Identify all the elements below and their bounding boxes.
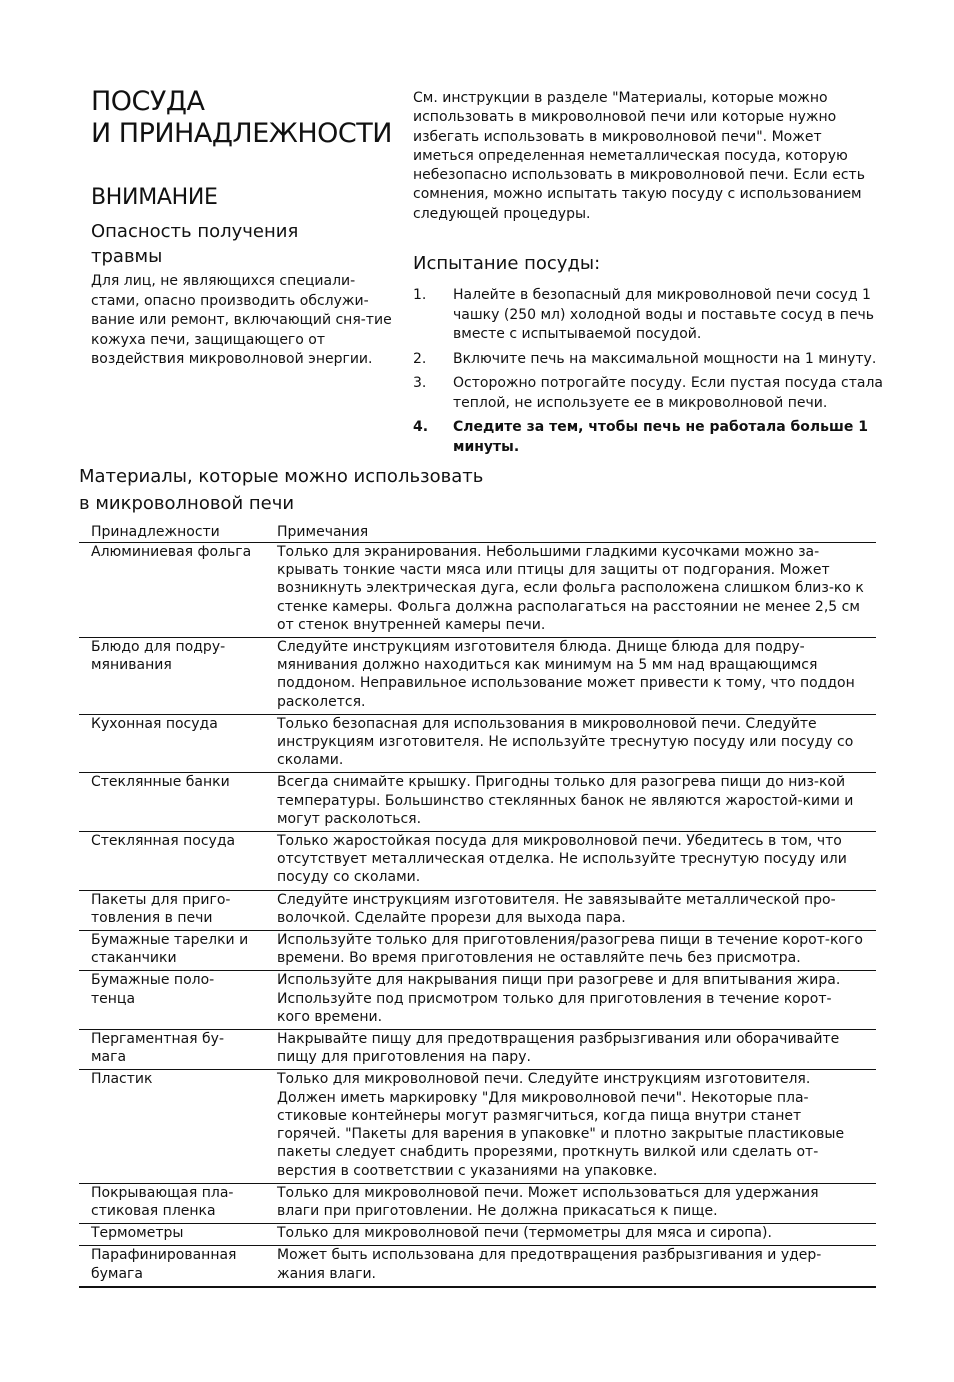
step-number: 4. (413, 419, 429, 435)
note-cell: Только жаростойкая посуда для микроволновой печи. Убедитесь в том, что отсутствует металлическая отделка. Не используйте треснутую посуду или посуду со сколами. (265, 832, 876, 891)
table-row (79, 890, 876, 930)
table-row (79, 971, 876, 1030)
note-cell: Следуйте инструкциям изготовителя блюда. Днище блюда для подру-мянивания должно находиться как минимум на 5 мм над вращающимся поддоном. Неправильное использование может привести к тому, что поддон расколется. (265, 638, 876, 715)
test-step (413, 350, 893, 370)
accessory-cell: Покрывающая пла-стиковая пленка (79, 1183, 265, 1223)
column-header-accessories: Принадлежности (79, 523, 265, 543)
materials-heading: Материалы, которые можно использовать в микроволновой печи (79, 466, 484, 514)
note-cell: Может быть использована для предотвращения разбрызгивания и удер-жания влаги. (265, 1246, 876, 1287)
table-row (79, 1030, 876, 1070)
step-number: 2. (413, 350, 427, 367)
note-cell: Только для микроволновой печи. Может использоваться для удержания влаги при приготовлении. Не должна прикасаться к пище. (265, 1183, 876, 1223)
note-cell: Только для экранирования. Небольшими гладкими кусочками можно за-крывать тонкие части мяса или птицы для защиты от подгорания. Может возникнуть электрическая дуга, если фольга расположена слишком близ-ко к стенке камеры. Фольга должна располагаться на расстоянии не менее 2,5 см от стенок внутренней камеры печи. (265, 543, 876, 638)
table-row (79, 714, 876, 773)
accessory-cell: Пластик (79, 1070, 265, 1183)
step-number: 1. (413, 287, 427, 303)
accessory-cell: Термометры (79, 1224, 265, 1246)
test-heading: Испытание посуды: (413, 253, 601, 274)
attention-heading: ВНИМАНИЕ (91, 185, 218, 210)
danger-text: Для лиц, не являющихся специали-стами, опасно производить обслужи-вание или ремонт, включающий сня-тие кожуха печи, защищающего от воздействия микроволновой энергии. (91, 273, 392, 367)
table-row (79, 773, 876, 832)
accessory-cell: Бумажные тарелки и стаканчики (79, 931, 265, 971)
accessory-cell: Парафинированная бумага (79, 1246, 265, 1287)
table-header-row (79, 523, 876, 543)
accessory-cell: Алюминиевая фольга (79, 543, 265, 638)
test-step (413, 374, 893, 413)
accessory-cell: Блюдо для подру-мянивания (79, 638, 265, 715)
danger-heading: Опасность получения травмы (91, 221, 299, 267)
note-cell: Следуйте инструкциям изготовителя. Не завязывайте металлической про-волочкой. Сделайте прорези для выхода пара. (265, 890, 876, 930)
note-cell: Используйте только для приготовления/разогрева пищи в течение корот-кого времени. Во время приготовления не оставляйте печь без присмотра. (265, 931, 876, 971)
page-title (91, 86, 401, 150)
table-row (79, 931, 876, 971)
table-row (79, 1183, 876, 1223)
accessory-cell: Пакеты для приго-товления в печи (79, 890, 265, 930)
table-row (79, 1246, 876, 1287)
note-cell: Только для микроволновой печи. Следуйте инструкциям изготовителя. Должен иметь маркировку "Для микроволновой печи". Некоторые пла-стиковые контейнеры могут размягчиться, когда пища внутри станет горячей. "Пакеты для варения в упаковке" и плотно закрытые пластиковые пакеты следует снабдить прорезями, проткнуть вилкой или сделать от-верстия в соответствии с указаниями на упаковке. (265, 1070, 876, 1183)
table-row (79, 832, 876, 891)
accessory-cell: Кухонная посуда (79, 714, 265, 773)
test-step (413, 286, 893, 345)
column-header-notes: Примечания (265, 523, 876, 543)
step-text: Следите за тем, чтобы печь не работала больше 1 минуты. (453, 419, 869, 455)
intro-paragraph: См. инструкции в разделе "Материалы, которые можно использовать в микроволновой печи или которые нужно избегать использовать в микроволновой печи". Может иметься определенная неметаллическая посуда, которую небезопасно использовать в микроволновой печи. Если есть сомнения, можно испытать такую посуду с использованием следующей процедуры. (413, 90, 865, 222)
title-line-2: И ПРИНАДЛЕЖНОСТИ (91, 118, 392, 149)
step-text: Включите печь на максимальной мощности на 1 минуту. (453, 350, 877, 367)
materials-table (79, 523, 876, 1288)
test-steps-list (413, 286, 893, 462)
table-row (79, 638, 876, 715)
note-cell: Только безопасная для использования в микроволновой печи. Следуйте инструкциям изготовителя. Не используйте треснутую посуду или посуду со сколами. (265, 714, 876, 773)
table-row (79, 1070, 876, 1183)
note-cell: Используйте для накрывания пищи при разогреве и для впитывания жира. Используйте под присмотром только для приготовления в течение корот-кого времени. (265, 971, 876, 1030)
step-text: Осторожно потрогайте посуду. Если пустая посуда стала теплой, не используете ее в микроволновой печи. (453, 375, 883, 411)
table-row (79, 543, 876, 638)
note-cell: Накрывайте пищу для предотвращения разбрызгивания или оборачивайте пищу для приготовления на пару. (265, 1030, 876, 1070)
table-row (79, 1224, 876, 1246)
accessory-cell: Стеклянные банки (79, 773, 265, 832)
note-cell: Только для микроволновой печи (термометры для мяса и сиропа). (265, 1224, 876, 1246)
title-line-1: ПОСУДА (91, 86, 205, 117)
step-text: Налейте в безопасный для микроволновой печи сосуд 1 чашку (250 мл) холодной воды и поставьте сосуд в печь вместе с испытываемой посудой. (453, 287, 875, 342)
test-step-warning (413, 418, 893, 457)
accessory-cell: Бумажные поло-тенца (79, 971, 265, 1030)
accessory-cell: Пергаментная бу-мага (79, 1030, 265, 1070)
note-cell: Всегда снимайте крышку. Пригодны только для разогрева пищи до низ-кой температуры. Большинство стеклянных банок не являются жаростой-кими и могут расколоться. (265, 773, 876, 832)
accessory-cell: Стеклянная посуда (79, 832, 265, 891)
step-number: 3. (413, 375, 427, 391)
